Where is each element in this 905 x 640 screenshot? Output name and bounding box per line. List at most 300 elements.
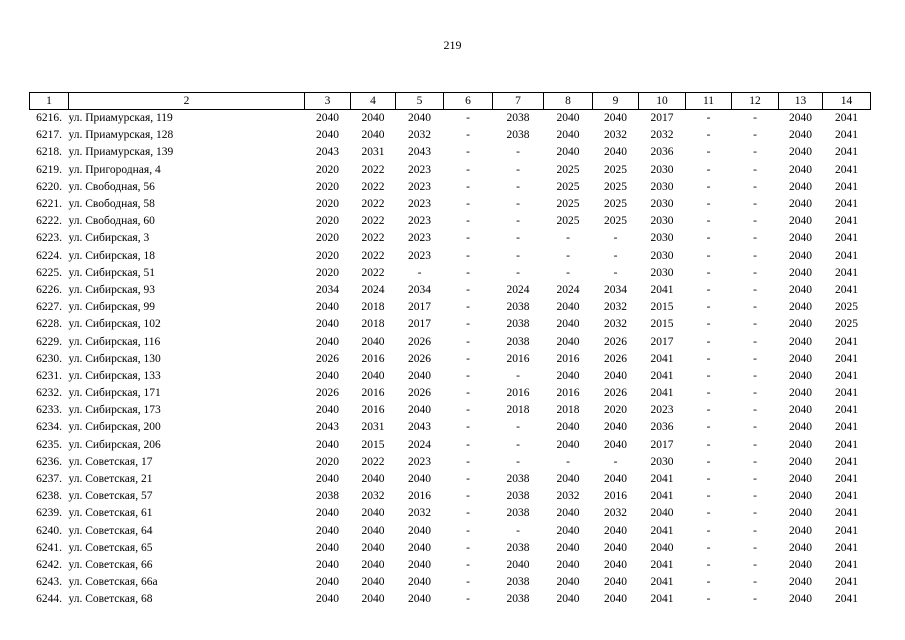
value-cell: 2022 — [361, 249, 385, 262]
value-cell: - — [516, 524, 520, 537]
table-row — [30, 454, 871, 471]
row-number: 6241. — [36, 541, 62, 554]
value-cell: - — [516, 180, 520, 193]
value-cell: - — [466, 215, 470, 228]
value-cell: 2025 — [556, 215, 580, 228]
value-cell: 2024 — [361, 283, 385, 296]
value-cell: - — [706, 421, 711, 434]
value-cell: - — [706, 180, 711, 193]
row-number: 6230. — [36, 352, 62, 365]
value-cell: 2036 — [650, 146, 674, 159]
value-cell: - — [753, 301, 757, 314]
value-cell: 2041 — [835, 576, 858, 589]
value-cell: 2041 — [835, 283, 858, 296]
row-number: 6219. — [36, 163, 62, 176]
address-cell: ул. Приамурская, 119 — [68, 112, 173, 125]
value-cell: - — [706, 352, 711, 365]
value-cell: 2040 — [789, 198, 812, 211]
value-cell: 2032 — [408, 129, 431, 142]
value-cell: 2040 — [789, 455, 812, 468]
value-cell: 2025 — [604, 163, 627, 176]
address-cell: ул. Сибирская, 99 — [68, 301, 155, 314]
value-cell: - — [466, 301, 470, 314]
value-cell: - — [753, 335, 757, 348]
value-cell: - — [753, 180, 757, 193]
value-cell: - — [466, 266, 470, 279]
value-cell: 2040 — [316, 524, 339, 537]
value-cell: 2040 — [789, 352, 812, 365]
value-cell: 2041 — [650, 283, 674, 296]
value-cell: 2040 — [789, 576, 812, 589]
value-cell: - — [706, 198, 711, 211]
value-cell: - — [753, 387, 757, 400]
value-cell: 2023 — [408, 215, 431, 228]
value-cell: 2030 — [650, 180, 674, 193]
value-cell: 2041 — [835, 249, 858, 262]
value-cell: 2041 — [835, 129, 858, 142]
address-cell: ул. Советская, 66 — [68, 558, 153, 571]
value-cell: 2040 — [789, 283, 812, 296]
address-cell: ул. Советская, 65 — [68, 541, 153, 554]
value-cell: 2040 — [408, 593, 431, 606]
value-cell: - — [466, 146, 470, 159]
value-cell: - — [706, 473, 711, 486]
value-cell: - — [706, 507, 711, 520]
header-cell: 6 — [444, 93, 493, 110]
value-cell: 2041 — [650, 576, 674, 589]
value-cell: 2040 — [556, 301, 580, 314]
row-number: 6225. — [36, 266, 62, 279]
value-cell: 2041 — [835, 438, 858, 451]
value-cell: - — [566, 266, 570, 279]
value-cell: 2040 — [556, 593, 580, 606]
address-cell: ул. Советская, 57 — [68, 490, 153, 503]
row-number: 6220. — [36, 180, 62, 193]
row-number: 6222. — [36, 215, 62, 228]
address-cell: ул. Советская, 61 — [68, 507, 153, 520]
value-cell: 2026 — [408, 387, 431, 400]
value-cell: 2040 — [506, 558, 530, 571]
value-cell: 2041 — [835, 558, 858, 571]
value-cell: - — [516, 146, 520, 159]
address-cell: ул. Советская, 68 — [68, 593, 153, 606]
header-cell: 2 — [69, 93, 305, 110]
value-cell: 2043 — [316, 421, 339, 434]
table-row — [30, 213, 871, 230]
value-cell: 2038 — [506, 593, 530, 606]
value-cell: - — [516, 163, 520, 176]
value-cell: 2040 — [361, 558, 385, 571]
value-cell: 2040 — [316, 404, 339, 417]
value-cell: 2041 — [835, 541, 858, 554]
value-cell: 2041 — [650, 473, 674, 486]
value-cell: 2016 — [506, 387, 530, 400]
value-cell: 2040 — [556, 318, 580, 331]
value-cell: - — [566, 249, 570, 262]
value-cell: 2040 — [556, 438, 580, 451]
table-header-row — [30, 93, 871, 110]
value-cell: 2040 — [361, 507, 385, 520]
value-cell: 2040 — [789, 146, 812, 159]
address-cell: ул. Сибирская, 206 — [68, 438, 161, 451]
value-cell: - — [706, 387, 711, 400]
value-cell: 2043 — [316, 146, 339, 159]
value-cell: 2025 — [556, 180, 580, 193]
value-cell: - — [753, 198, 757, 211]
value-cell: 2040 — [789, 473, 812, 486]
value-cell: 2017 — [408, 318, 431, 331]
value-cell: - — [466, 129, 470, 142]
value-cell: - — [706, 283, 711, 296]
value-cell: 2040 — [408, 524, 431, 537]
value-cell: 2018 — [556, 404, 580, 417]
address-cell: ул. Сибирская, 173 — [68, 404, 161, 417]
value-cell: 2041 — [835, 421, 858, 434]
value-cell: - — [706, 404, 711, 417]
table-row — [30, 540, 871, 557]
value-cell: 2040 — [789, 301, 812, 314]
value-cell: 2041 — [835, 146, 858, 159]
row-number: 6242. — [36, 558, 62, 571]
row-number: 6232. — [36, 387, 62, 400]
value-cell: 2020 — [316, 215, 339, 228]
value-cell: - — [753, 352, 757, 365]
value-cell: 2015 — [361, 438, 385, 451]
table-row — [30, 351, 871, 368]
row-number: 6228. — [36, 318, 62, 331]
value-cell: 2023 — [408, 198, 431, 211]
value-cell: 2040 — [408, 404, 431, 417]
value-cell: 2040 — [789, 369, 812, 382]
value-cell: 2040 — [556, 576, 580, 589]
table-row — [30, 299, 871, 316]
value-cell: - — [706, 490, 711, 503]
row-number: 6234. — [36, 421, 62, 434]
value-cell: 2040 — [361, 541, 385, 554]
value-cell: 2040 — [556, 335, 580, 348]
table-row — [30, 402, 871, 419]
value-cell: 2040 — [789, 490, 812, 503]
address-cell: ул. Советская, 17 — [68, 455, 153, 468]
value-cell: - — [516, 266, 520, 279]
value-cell: 2040 — [789, 404, 812, 417]
value-cell: - — [466, 198, 470, 211]
value-cell: 2020 — [316, 455, 339, 468]
value-cell: 2024 — [556, 283, 580, 296]
address-cell: ул. Сибирская, 130 — [68, 352, 161, 365]
value-cell: - — [753, 490, 757, 503]
value-cell: - — [753, 473, 757, 486]
value-cell: 2023 — [408, 180, 431, 193]
value-cell: 2041 — [835, 198, 858, 211]
table-row — [30, 368, 871, 385]
value-cell: - — [566, 455, 570, 468]
value-cell: - — [753, 593, 757, 606]
value-cell: - — [753, 232, 757, 245]
value-cell: 2040 — [789, 438, 812, 451]
value-cell: 2041 — [835, 112, 858, 125]
value-cell: 2026 — [316, 352, 339, 365]
row-number: 6237. — [36, 473, 62, 486]
value-cell: 2038 — [506, 576, 530, 589]
value-cell: 2040 — [408, 541, 431, 554]
value-cell: - — [706, 318, 711, 331]
value-cell: - — [466, 576, 470, 589]
value-cell: 2040 — [316, 335, 339, 348]
value-cell: 2040 — [789, 215, 812, 228]
value-cell: 2020 — [604, 404, 627, 417]
value-cell: - — [753, 112, 757, 125]
row-number: 6235. — [36, 438, 62, 451]
value-cell: 2041 — [835, 180, 858, 193]
value-cell: 2040 — [408, 558, 431, 571]
value-cell: 2040 — [556, 473, 580, 486]
value-cell: - — [753, 507, 757, 520]
address-cell: ул. Свободная, 56 — [68, 180, 155, 193]
value-cell: 2038 — [506, 490, 530, 503]
value-cell: - — [516, 215, 520, 228]
address-cell: ул. Свободная, 60 — [68, 215, 155, 228]
value-cell: 2036 — [650, 421, 674, 434]
value-cell: 2040 — [556, 541, 580, 554]
value-cell: 2040 — [789, 318, 812, 331]
table-row — [30, 505, 871, 522]
value-cell: - — [753, 249, 757, 262]
value-cell: 2040 — [316, 558, 339, 571]
value-cell: - — [466, 180, 470, 193]
header-cell: 13 — [779, 93, 823, 110]
value-cell: 2041 — [650, 369, 674, 382]
value-cell: 2040 — [789, 593, 812, 606]
value-cell: - — [706, 455, 711, 468]
value-cell: - — [417, 266, 422, 279]
value-cell: 2040 — [316, 438, 339, 451]
value-cell: 2040 — [604, 541, 627, 554]
value-cell: 2016 — [361, 352, 385, 365]
value-cell: - — [753, 455, 757, 468]
value-cell: 2041 — [835, 369, 858, 382]
value-cell: - — [706, 163, 711, 176]
address-cell: ул. Советская, 64 — [68, 524, 153, 537]
value-cell: - — [613, 455, 618, 468]
table-row — [30, 196, 871, 213]
value-cell: 2030 — [650, 266, 674, 279]
value-cell: - — [516, 198, 520, 211]
value-cell: 2024 — [408, 438, 431, 451]
value-cell: 2040 — [604, 438, 627, 451]
value-cell: - — [466, 369, 470, 382]
value-cell: 2040 — [556, 129, 580, 142]
value-cell: 2032 — [556, 490, 580, 503]
row-number: 6221. — [36, 198, 62, 211]
value-cell: - — [466, 387, 470, 400]
value-cell: 2043 — [408, 421, 431, 434]
value-cell: 2025 — [835, 301, 858, 314]
value-cell: 2026 — [604, 335, 627, 348]
header-cell: 1 — [30, 93, 69, 110]
value-cell: 2034 — [316, 283, 339, 296]
value-cell: 2030 — [650, 215, 674, 228]
value-cell: 2040 — [556, 524, 580, 537]
value-cell: 2030 — [650, 198, 674, 211]
value-cell: 2016 — [556, 352, 580, 365]
value-cell: - — [466, 163, 470, 176]
value-cell: 2038 — [506, 301, 530, 314]
value-cell: - — [466, 352, 470, 365]
value-cell: 2040 — [789, 112, 812, 125]
value-cell: 2038 — [506, 335, 530, 348]
address-cell: ул. Сибирская, 51 — [68, 266, 155, 279]
value-cell: 2038 — [506, 507, 530, 520]
value-cell: 2038 — [506, 129, 530, 142]
value-cell: 2026 — [316, 387, 339, 400]
address-cell: ул. Пригородная, 4 — [68, 163, 161, 176]
value-cell: 2031 — [361, 146, 385, 159]
value-cell: 2040 — [408, 576, 431, 589]
table-row — [30, 333, 871, 350]
table-row — [30, 574, 871, 591]
table-row — [30, 144, 871, 161]
value-cell: - — [466, 249, 470, 262]
value-cell: 2020 — [316, 249, 339, 262]
value-cell: - — [466, 318, 470, 331]
value-cell: 2023 — [408, 163, 431, 176]
row-number: 6240. — [36, 524, 62, 537]
value-cell: 2040 — [316, 507, 339, 520]
value-cell: 2040 — [361, 576, 385, 589]
table-row — [30, 282, 871, 299]
data-table — [29, 92, 871, 608]
value-cell: 2041 — [650, 524, 674, 537]
value-cell: - — [613, 232, 618, 245]
address-cell: ул. Сибирская, 171 — [68, 387, 161, 400]
value-cell: 2023 — [408, 232, 431, 245]
value-cell: - — [706, 215, 711, 228]
value-cell: 2023 — [408, 249, 431, 262]
value-cell: 2040 — [789, 421, 812, 434]
value-cell: 2040 — [316, 576, 339, 589]
table-row — [30, 471, 871, 488]
value-cell: 2040 — [604, 576, 627, 589]
value-cell: 2040 — [556, 369, 580, 382]
value-cell: 2040 — [789, 541, 812, 554]
value-cell: 2041 — [835, 335, 858, 348]
value-cell: - — [753, 163, 757, 176]
value-cell: 2016 — [361, 404, 385, 417]
value-cell: 2041 — [650, 558, 674, 571]
value-cell: 2040 — [604, 146, 627, 159]
value-cell: - — [753, 146, 757, 159]
table-row — [30, 179, 871, 196]
value-cell: 2022 — [361, 232, 385, 245]
value-cell: 2017 — [650, 335, 674, 348]
table-row — [30, 127, 871, 144]
value-cell: 2022 — [361, 455, 385, 468]
value-cell: 2040 — [556, 421, 580, 434]
value-cell: 2040 — [604, 369, 627, 382]
value-cell: 2016 — [408, 490, 431, 503]
value-cell: - — [706, 593, 711, 606]
value-cell: 2040 — [789, 507, 812, 520]
table-row — [30, 488, 871, 505]
value-cell: - — [706, 129, 711, 142]
value-cell: 2022 — [361, 163, 385, 176]
value-cell: 2026 — [604, 387, 627, 400]
address-cell: ул. Сибирская, 116 — [68, 335, 161, 348]
value-cell: - — [516, 249, 520, 262]
value-cell: - — [753, 129, 757, 142]
value-cell: 2025 — [604, 215, 627, 228]
value-cell: 2040 — [789, 249, 812, 262]
header-cell: 5 — [396, 93, 444, 110]
value-cell: 2040 — [361, 473, 385, 486]
address-cell: ул. Советская, 66а — [68, 576, 158, 589]
value-cell: - — [706, 301, 711, 314]
row-number: 6227. — [36, 301, 62, 314]
row-number: 6218. — [36, 146, 62, 159]
address-cell: ул. Сибирская, 3 — [68, 232, 150, 245]
value-cell: 2032 — [361, 490, 385, 503]
value-cell: 2041 — [650, 387, 674, 400]
header-cell: 12 — [732, 93, 779, 110]
row-number: 6224. — [36, 249, 62, 262]
row-number: 6216. — [36, 112, 62, 125]
table-row — [30, 316, 871, 333]
value-cell: 2018 — [506, 404, 530, 417]
value-cell: 2040 — [604, 421, 627, 434]
value-cell: 2020 — [316, 180, 339, 193]
value-cell: 2032 — [604, 129, 627, 142]
value-cell: - — [753, 215, 757, 228]
value-cell: 2040 — [604, 558, 627, 571]
value-cell: - — [613, 249, 618, 262]
value-cell: 2040 — [556, 146, 580, 159]
value-cell: 2020 — [316, 266, 339, 279]
address-cell: ул. Сибирская, 133 — [68, 369, 161, 382]
value-cell: 2041 — [650, 490, 674, 503]
table-row — [30, 523, 871, 540]
value-cell: - — [706, 558, 711, 571]
address-cell: ул. Сибирская, 93 — [68, 283, 155, 296]
value-cell: - — [706, 146, 711, 159]
value-cell: 2040 — [316, 369, 339, 382]
value-cell: 2040 — [789, 180, 812, 193]
value-cell: 2040 — [789, 387, 812, 400]
value-cell: 2015 — [650, 301, 674, 314]
row-number: 6231. — [36, 369, 62, 382]
value-cell: 2041 — [835, 593, 858, 606]
value-cell: - — [706, 335, 711, 348]
table-row — [30, 557, 871, 574]
value-cell: 2016 — [506, 352, 530, 365]
value-cell: 2040 — [789, 335, 812, 348]
value-cell: 2025 — [556, 163, 580, 176]
value-cell: 2025 — [604, 180, 627, 193]
value-cell: 2022 — [361, 266, 385, 279]
address-cell: ул. Приамурская, 128 — [68, 129, 174, 142]
value-cell: 2020 — [316, 198, 339, 211]
table-row — [30, 591, 871, 608]
value-cell: - — [516, 455, 520, 468]
value-cell: - — [516, 232, 520, 245]
value-cell: 2017 — [650, 438, 674, 451]
value-cell: 2031 — [361, 421, 385, 434]
value-cell: 2040 — [316, 318, 339, 331]
value-cell: 2038 — [506, 112, 530, 125]
value-cell: 2024 — [506, 283, 530, 296]
value-cell: 2025 — [835, 318, 858, 331]
table-row — [30, 385, 871, 402]
